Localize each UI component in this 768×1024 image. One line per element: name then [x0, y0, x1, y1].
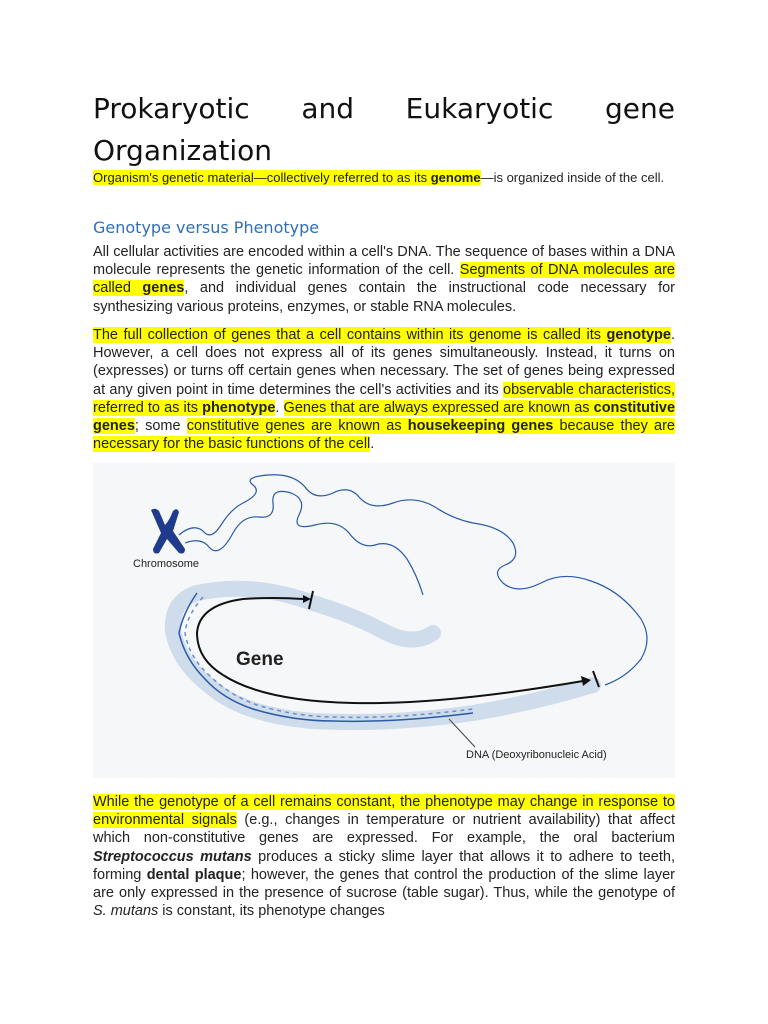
- gene-diagram-svg: [93, 463, 675, 778]
- chromosome-label: Chromosome: [133, 558, 200, 570]
- paragraph-phenotype-change: [93, 793, 675, 920]
- title-word: Prokaryotic: [93, 92, 250, 125]
- text: Segments of DNA molecules are called: [93, 262, 675, 297]
- section-heading: Genotype versus Phenotype: [93, 218, 320, 237]
- dna-label: DNA (Deoxyribonucleic Acid): [466, 749, 607, 761]
- text: .: [370, 436, 375, 453]
- title-word: and: [301, 92, 355, 125]
- text: , and individual genes contain the instructional code necessary for synthesizing various proteins, enzymes, or stable RNA molecules.: [93, 280, 675, 315]
- text: is constant, its phenotype changes: [158, 903, 385, 920]
- intro-text-end: —is organized inside of the cell.: [480, 170, 665, 185]
- text: . However, a cell does not express all of its genes simultaneously. Instead, it turns on (expresses) or turns off certain genes when necessary. The set of genes being expressed at any given point in time determines the cell's activities and its: [93, 327, 675, 398]
- text: .: [275, 399, 284, 416]
- page-title: [93, 88, 675, 172]
- intro-paragraph: [93, 170, 675, 186]
- term-phenotype: phenotype: [202, 399, 276, 416]
- term-genes: genes: [142, 280, 185, 297]
- title-line-1: [93, 88, 675, 130]
- text: (e.g., changes in temperature or nutrient availability) that affect which non-constitutive genes are expressed. For example, the oral bacterium: [93, 812, 675, 847]
- text: constitutive genes are known as: [186, 418, 408, 435]
- species-abbrev: S. mutans: [93, 903, 159, 920]
- title-word: Eukaryotic: [405, 92, 554, 125]
- highlight: [93, 170, 481, 185]
- gene-label: Gene: [236, 649, 284, 670]
- term-dental-plaque: dental plaque: [146, 866, 242, 883]
- paragraph-genes: [93, 243, 675, 316]
- term-housekeeping-genes: housekeeping genes: [407, 418, 554, 435]
- paragraph-genotype: [93, 326, 675, 453]
- text: ; however, the genes that control the production of the slime layer are only expressed in the presence of sucrose (table sugar). Thus, while the genotype of: [93, 866, 675, 902]
- highlight: [93, 327, 671, 343]
- text: The full collection of genes that a cell contains within its genome is called its: [93, 327, 607, 343]
- text: Genes that are always expressed are known as: [283, 399, 594, 416]
- text: produces a sticky slime layer that allows it to adhere to teeth, forming: [93, 848, 675, 883]
- text: because they are necessary for the basic functions of the cell: [93, 418, 675, 453]
- text: All cellular activities are encoded within a cell's DNA. The sequence of bases within a DNA molecule represents the genetic information of the cell.: [93, 244, 675, 279]
- term-genome: genome: [430, 170, 481, 185]
- term-genotype: genotype: [606, 327, 671, 343]
- term-constitutive-genes: constitutive genes: [93, 399, 676, 435]
- text: observable characteristics, referred to as its: [93, 381, 675, 416]
- title-word: gene: [605, 92, 675, 125]
- highlight: While the genotype of a cell remains constant, the phenotype may change in response to environmental signals: [93, 794, 675, 829]
- gene-diagram: [93, 463, 675, 778]
- intro-text: Organism's genetic material—collectively referred to as its: [93, 170, 431, 185]
- species-name: Streptococcus mutans: [93, 848, 252, 865]
- title-line-2: Organization: [93, 134, 273, 167]
- text: ; some: [134, 418, 187, 435]
